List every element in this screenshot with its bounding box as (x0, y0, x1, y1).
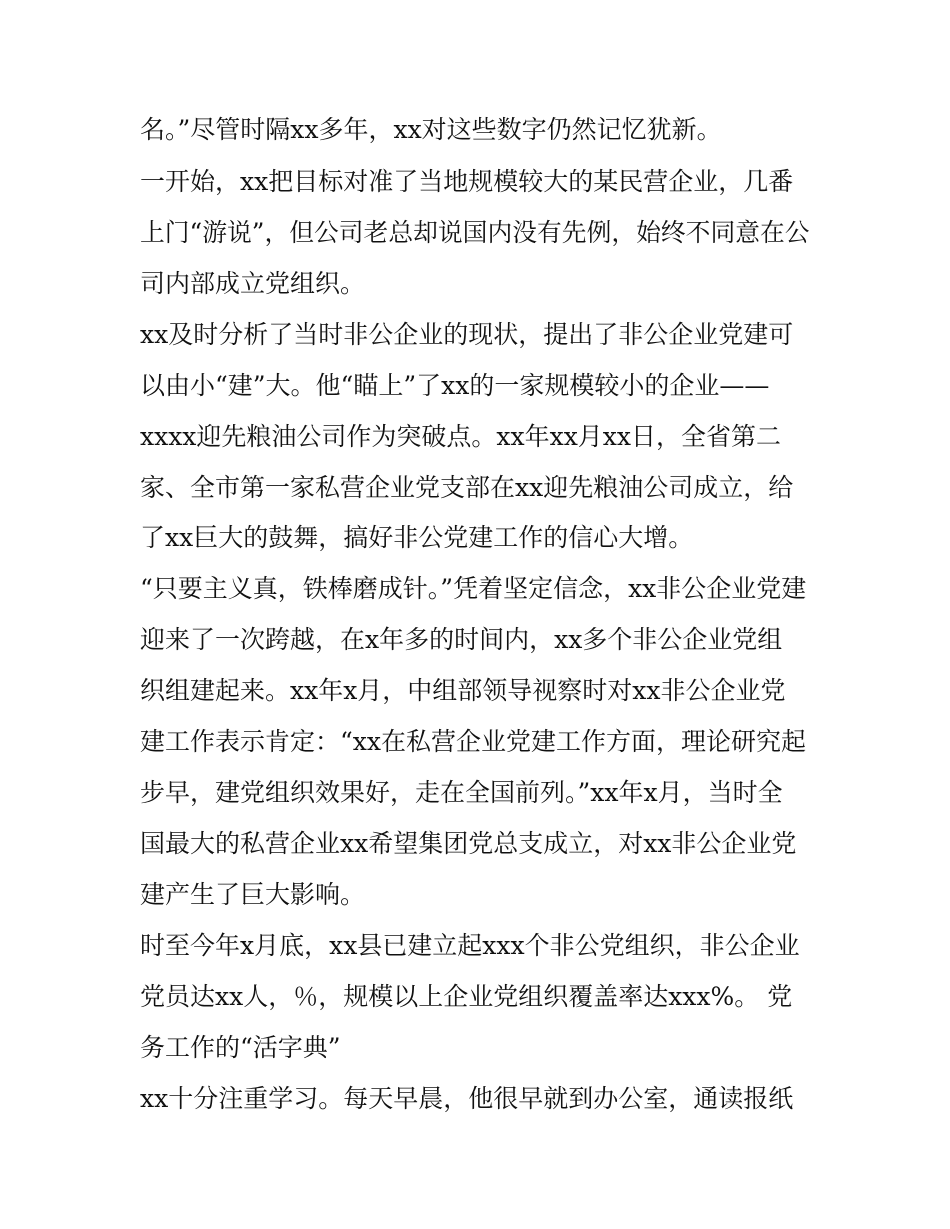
text-line-14: 步早，建党组织效果好，走在全国前列。”xx年x月，当时全 (140, 778, 783, 807)
text-line-6: 以由小“建”大。他“瞄上”了xx的一家规模较小的企业—— (140, 371, 770, 400)
text-line-7: xxxx迎先粮油公司作为突破点。xx年xx月xx日，全省第二 (140, 422, 781, 451)
text-line-11: 迎来了一次跨越，在x年多的时间内，xx多个非公企业党组 (140, 625, 783, 654)
text-line-15: 国最大的私营企业xx希望集团党总支成立，对xx非公企业党 (140, 829, 797, 858)
text-line-3: 上门“游说”，但公司老总却说国内没有先例，始终不同意在公 (140, 218, 810, 247)
text-line-9: 了xx巨大的鼓舞，搞好非公党建工作的信心大增。 (140, 523, 694, 552)
text-line-19: 务工作的“活字典” (140, 1033, 341, 1062)
text-line-18: 党员达xx人，％，规模以上企业党组织覆盖率达xxx%。 党 (140, 982, 793, 1011)
text-line-10: “只要主义真，铁棒磨成针。”凭着坚定信念，xx非公企业党建 (140, 574, 807, 603)
text-line-17: 时至今年x月底，xx县已建立起xxx个非公党组织，非公企业 (140, 931, 800, 960)
text-line-16: 建产生了巨大影响。 (140, 880, 366, 909)
text-line-2: 一开始，xx把目标对准了当地规模较大的某民营企业，几番 (140, 167, 794, 196)
text-line-1: 名。”尽管时隔xx多年，xx对这些数字仍然记忆犹新。 (140, 115, 722, 144)
text-line-12: 织组建起来。xx年x月，中组部领导视察时对xx非公企业党 (140, 676, 786, 705)
text-line-13: 建工作表示肯定：“xx在私营企业党建工作方面，理论研究起 (140, 727, 806, 756)
text-line-8: 家、全市第一家私营企业党支部在xx迎先粮油公司成立，给 (140, 473, 794, 502)
text-line-4: 司内部成立党组织。 (140, 269, 366, 298)
text-line-5: xx及时分析了当时非公企业的现状，提出了非公企业党建可 (140, 320, 794, 349)
text-line-20: xx十分注重学习。每天早晨，他很早就到办公室，通读报纸 (140, 1084, 794, 1113)
